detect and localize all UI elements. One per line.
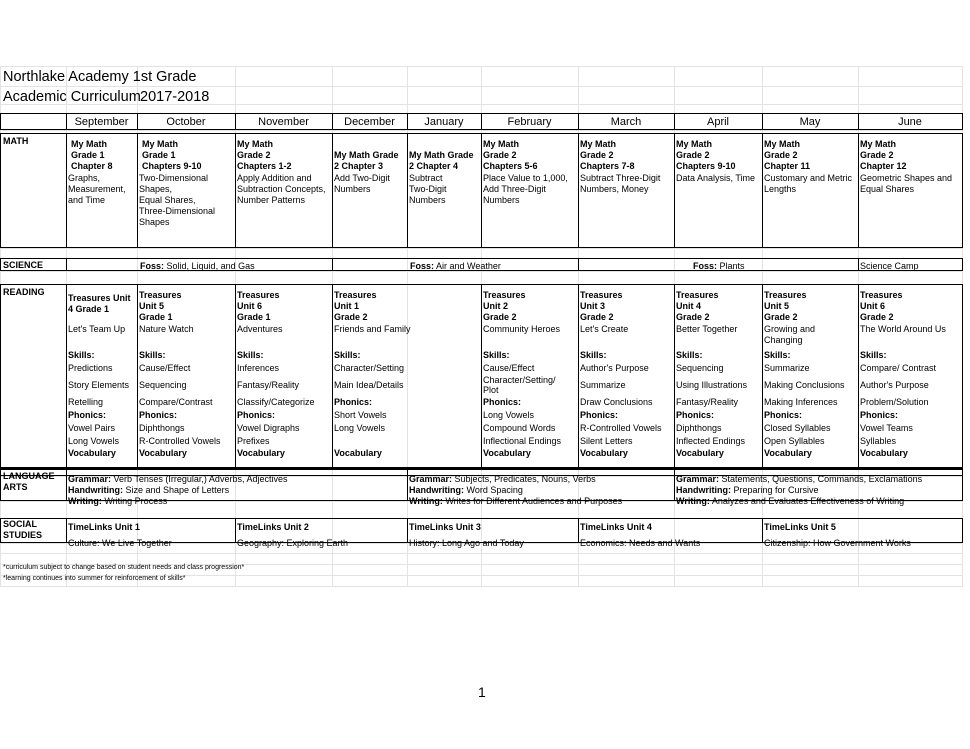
handwriting-line: Handwriting: Word Spacing	[409, 485, 523, 495]
vocabulary-label: Vocabulary	[68, 448, 116, 458]
skills-label: Skills:	[860, 350, 887, 360]
skills-label: Skills:	[483, 350, 510, 360]
science-camp: Science Camp	[860, 261, 919, 271]
column-border	[332, 284, 333, 468]
math-header-line: Chapter 12	[860, 161, 907, 171]
reading-header-line: Grade 2	[764, 312, 798, 322]
phonics-1: Long Vowels	[483, 410, 535, 420]
month-november: November	[258, 116, 309, 128]
reading-theme: Let's Team Up	[68, 324, 126, 334]
reading-header-line: Grade 2	[676, 312, 710, 322]
grid-hline	[0, 130, 963, 131]
column-border	[407, 518, 408, 543]
footnote-1: *curriculum subject to change based on student needs and class progression*	[3, 564, 245, 571]
column-border	[235, 518, 236, 543]
writing-line: Writing: Analyzes and Evaluates Effectiveness of Writing	[676, 496, 905, 506]
reading-header-line: Grade 2	[334, 312, 368, 322]
math-header-line: My Math	[142, 139, 178, 149]
phonics-1: Diphthongs	[676, 423, 722, 433]
handwriting-line: Handwriting: Preparing for Cursive	[676, 485, 819, 495]
skill-3: Fantasy/Reality	[676, 397, 739, 407]
skill-3: Draw Conclusions	[580, 397, 653, 407]
math-header-line: Chapters 9-10	[676, 161, 736, 171]
phonics-label: Phonics:	[68, 410, 107, 420]
column-border	[66, 518, 67, 543]
vocabulary-label: Vocabulary	[860, 448, 908, 458]
phonics-1: R-Controlled Vowels	[580, 423, 662, 433]
science-unit-3: Foss: Plants	[693, 261, 745, 271]
column-border	[407, 468, 408, 501]
column-border	[137, 133, 138, 248]
reading-header-line: Grade 1	[237, 312, 271, 322]
math-header-line: My Math Grade	[409, 150, 474, 160]
math-header-line: Grade 2	[483, 150, 517, 160]
column-border	[481, 133, 482, 248]
math-topic-line: Place Value to 1,000,	[483, 173, 568, 183]
math-header-line: Chapter 11	[764, 161, 811, 171]
math-topic-line: Equal Shares	[860, 184, 915, 194]
skill-2: Fantasy/Reality	[237, 380, 300, 390]
phonics-2: Syllables	[860, 436, 897, 446]
reading-header-line: Treasures	[580, 290, 623, 300]
phonics-1: Vowel Digraphs	[237, 423, 300, 433]
math-topic-line: Two-Dimensional	[139, 173, 209, 183]
reading-header-line: Unit 6	[237, 301, 263, 311]
column-border	[674, 468, 675, 501]
skills-label: Skills:	[334, 350, 361, 360]
timelinks-unit-topic: Geography: Exploring Earth	[237, 538, 349, 548]
math-topic-line: Shapes	[139, 217, 170, 227]
phonics-1: Vowel Pairs	[68, 423, 116, 433]
phonics-2: R-Controlled Vowels	[139, 436, 221, 446]
math-topic-line: Geometric Shapes and	[860, 173, 953, 183]
phonics-1: Short Vowels	[334, 410, 387, 420]
grid-hline	[0, 586, 963, 587]
math-header-line: Grade 2	[764, 150, 798, 160]
social-studies-label-2: STUDIES	[3, 530, 43, 540]
footnote-2: *learning continues into summer for reinforcement of skills*	[3, 575, 186, 582]
math-topic-line: Subtraction Concepts,	[237, 184, 326, 194]
column-border	[332, 133, 333, 248]
column-border	[66, 284, 67, 468]
phonics-3: Inflectional Endings	[483, 436, 562, 446]
math-header-line: Chapters 1-2	[237, 161, 292, 171]
math-topic-line: Numbers	[409, 195, 446, 205]
reading-theme: Changing	[764, 335, 803, 345]
reading-label: READING	[3, 287, 45, 297]
reading-header-line: Unit 5	[764, 301, 790, 311]
math-topic-line: Customary and Metric	[764, 173, 853, 183]
timelinks-unit-title: TimeLinks Unit 4	[580, 522, 652, 532]
math-header-line: My Math	[71, 139, 107, 149]
reading-theme: Let's Create	[580, 324, 629, 334]
phonics-label: Phonics:	[237, 410, 276, 420]
phonics-1: Diphthongs	[139, 423, 185, 433]
skill-3: Making Inferences	[764, 397, 838, 407]
month-january: January	[424, 116, 464, 128]
phonics-1: Closed Syllables	[764, 423, 831, 433]
page-number: 1	[478, 684, 486, 700]
skill-3: Problem/Solution	[860, 397, 929, 407]
math-header-line: Chapters 9-10	[142, 161, 202, 171]
math-topic-line: and Time	[68, 195, 106, 205]
timelinks-unit-title: TimeLinks Unit 5	[764, 522, 836, 532]
reading-header-line: Unit 5	[139, 301, 165, 311]
reading-theme: Growing and	[764, 324, 816, 334]
column-border	[578, 284, 579, 468]
reading-header-line: Treasures	[483, 290, 526, 300]
reading-header-line: Unit 1	[334, 301, 360, 311]
timelinks-unit-topic: History: Long Ago and Today	[409, 538, 524, 548]
grid-hline	[0, 248, 963, 249]
math-topic-line: Apply Addition and	[237, 173, 312, 183]
column-border	[762, 284, 763, 468]
math-topic-line: Add Two-Digit	[334, 173, 390, 183]
skill-1: Cause/Effect	[483, 363, 535, 373]
phonics-label: Phonics:	[764, 410, 803, 420]
skill-1: Summarize	[764, 363, 810, 373]
column-border	[578, 133, 579, 248]
language-arts-label-1: LANGUAGE	[3, 471, 55, 481]
vocabulary-label: Vocabulary	[764, 448, 812, 458]
vocabulary-label: Vocabulary	[139, 448, 187, 458]
phonics-2: Prefixes	[237, 436, 270, 446]
column-border	[407, 133, 408, 248]
reading-header-line: Treasures	[676, 290, 719, 300]
column-border	[66, 468, 67, 501]
grammar-line: Grammar: Statements, Questions, Commands, Exclamations	[676, 474, 923, 484]
vocabulary-label: Vocabulary	[580, 448, 628, 458]
math-header-line: My Math Grade	[334, 150, 399, 160]
math-topic-line: Numbers	[483, 195, 520, 205]
skill-2: Making Conclusions	[764, 380, 845, 390]
month-february: February	[507, 116, 552, 128]
math-header-line: Chapter 8	[71, 161, 113, 171]
phonics-2: Long Vowels	[68, 436, 120, 446]
month-december: December	[344, 116, 395, 128]
column-border	[674, 133, 675, 248]
column-border	[66, 258, 67, 271]
skill-2: Summarize	[580, 380, 626, 390]
math-header-line: My Math	[237, 139, 273, 149]
skill-1: Predictions	[68, 363, 113, 373]
column-border	[332, 258, 333, 271]
reading-theme: Adventures	[237, 324, 283, 334]
math-header-line: Chapters 7-8	[580, 161, 635, 171]
reading-theme: Community Heroes	[483, 324, 561, 334]
science-unit-1: Foss: Solid, Liquid, and Gas	[140, 261, 255, 271]
month-april: April	[706, 116, 729, 128]
column-border	[578, 258, 579, 271]
phonics-2: Inflected Endings	[676, 436, 746, 446]
timelinks-unit-title: TimeLinks Unit 1	[68, 522, 140, 532]
reading-header-line: Treasures Unit	[68, 293, 131, 303]
grammar-line: Grammar: Subjects, Predicates, Nouns, Verbs	[409, 474, 596, 484]
skill-1: Character/Setting	[334, 363, 405, 373]
column-border	[674, 284, 675, 468]
column-border	[762, 133, 763, 248]
phonics-2: Long Vowels	[334, 423, 386, 433]
math-header-line: My Math	[764, 139, 800, 149]
grid-hline	[0, 86, 963, 87]
math-topic-line: Graphs,	[68, 173, 101, 183]
grammar-line: Grammar: Verb Tenses (Irregular,) Adverbs, Adjectives	[68, 474, 288, 484]
math-topic-line: Measurement,	[68, 184, 126, 194]
reading-header-line: Unit 6	[860, 301, 886, 311]
math-topic-line: Equal Shares,	[139, 195, 196, 205]
column-border	[858, 258, 859, 271]
reading-header-line: Treasures	[860, 290, 903, 300]
column-border	[578, 518, 579, 543]
language-arts-label-2: ARTS	[3, 482, 28, 492]
vocabulary-label: Vocabulary	[334, 448, 382, 458]
math-topic-line: Data Analysis, Time	[676, 173, 756, 183]
reading-header-line: 4 Grade 1	[68, 304, 110, 314]
writing-line: Writing: Writing Process	[68, 496, 168, 506]
skills-label: Skills:	[139, 350, 166, 360]
month-june: June	[898, 116, 922, 128]
math-header-line: 2 Chapter 4	[409, 161, 459, 171]
vocabulary-label: Vocabulary	[237, 448, 285, 458]
timelinks-unit-topic: Economics: Needs and Wants	[580, 538, 701, 548]
math-header-line: Grade 2	[237, 150, 271, 160]
math-header-line: My Math	[676, 139, 712, 149]
social-studies-label-1: SOCIAL	[3, 519, 38, 529]
reading-header-line: Unit 4	[676, 301, 702, 311]
skill-3: Classify/Categorize	[237, 397, 315, 407]
grid-hline	[0, 66, 963, 67]
timelinks-unit-topic: Citizenship: How Government Works	[764, 538, 911, 548]
math-topic-line: Lengths	[764, 184, 797, 194]
timelinks-unit-title: TimeLinks Unit 3	[409, 522, 481, 532]
grid-hline	[0, 553, 963, 554]
vocabulary-label: Vocabulary	[483, 448, 531, 458]
math-header-line: Grade 1	[142, 150, 176, 160]
skill-2: Character/Setting/	[483, 375, 556, 385]
reading-header-line: Treasures	[237, 290, 280, 300]
skills-label: Skills:	[764, 350, 791, 360]
math-topic-line: Three-Dimensional	[139, 206, 216, 216]
curriculum-sheet	[0, 66, 963, 586]
math-header-line: My Math	[860, 139, 896, 149]
school-year: 2017-2018	[140, 89, 210, 105]
skill-2: Using Illustrations	[676, 380, 748, 390]
science-unit-2: Foss: Air and Weather	[410, 261, 501, 271]
reading-header-line: Treasures	[764, 290, 807, 300]
math-topic-line: Subtract Three-Digit	[580, 173, 661, 183]
month-september: September	[74, 116, 129, 128]
reading-header-line: Grade 2	[860, 312, 894, 322]
timelinks-unit-title: TimeLinks Unit 2	[237, 522, 309, 532]
skills-label: Skills:	[580, 350, 607, 360]
math-topic-line: Numbers	[334, 184, 371, 194]
math-topic-line: Add Three-Digit	[483, 184, 546, 194]
skill-3: Retelling	[68, 397, 104, 407]
column-border	[66, 133, 67, 248]
math-topic-line: Numbers, Money	[580, 184, 649, 194]
skill-2: Author's Purpose	[860, 380, 929, 390]
phonics-label: Phonics:	[676, 410, 715, 420]
math-topic-line: Subtract	[409, 173, 443, 183]
math-header-line: Grade 1	[71, 150, 105, 160]
phonics-label: Phonics:	[483, 397, 522, 407]
column-border	[481, 284, 482, 468]
column-border	[858, 133, 859, 248]
skills-label: Skills:	[676, 350, 703, 360]
phonics-label: Phonics:	[334, 397, 373, 407]
skill-2: Plot	[483, 385, 499, 395]
reading-theme: Better Together	[676, 324, 738, 334]
math-header-line: Grade 2	[580, 150, 614, 160]
skills-label: Skills:	[68, 350, 95, 360]
math-header-line: Chapters 5-6	[483, 161, 538, 171]
sheet-subtitle: Academic Curriculum	[3, 89, 141, 105]
reading-header-line: Grade 1	[139, 312, 173, 322]
timelinks-unit-topic: Culture: We Live Together	[68, 538, 172, 548]
skill-2: Story Elements	[68, 380, 130, 390]
math-header-line: Grade 2	[860, 150, 894, 160]
phonics-label: Phonics:	[139, 410, 178, 420]
math-topic-line: Two-Digit	[409, 184, 447, 194]
phonics-2: Silent Letters	[580, 436, 633, 446]
skill-2: Sequencing	[139, 380, 187, 390]
column-border	[235, 284, 236, 468]
reading-header-line: Grade 2	[580, 312, 614, 322]
month-may: May	[799, 116, 821, 128]
column-border	[762, 518, 763, 543]
science-label: SCIENCE	[3, 260, 44, 270]
month-march: March	[610, 116, 642, 128]
skill-1: Compare/ Contrast	[860, 363, 937, 373]
math-topic-line: Number Patterns	[237, 195, 306, 205]
skill-3: Compare/Contrast	[139, 397, 213, 407]
skill-1: Cause/Effect	[139, 363, 191, 373]
phonics-2: Compound Words	[483, 423, 556, 433]
skill-1: Author's Purpose	[580, 363, 649, 373]
reading-theme: The World Around Us	[860, 324, 946, 334]
reading-header-line: Grade 2	[483, 312, 517, 322]
reading-header-line: Unit 3	[580, 301, 606, 311]
math-header-line: Grade 2	[676, 150, 710, 160]
phonics-2: Open Syllables	[764, 436, 825, 446]
skill-1: Sequencing	[676, 363, 724, 373]
math-topic-line: Shapes,	[139, 184, 173, 194]
reading-header-line: Unit 2	[483, 301, 509, 311]
column-border	[235, 133, 236, 248]
phonics-label: Phonics:	[860, 410, 899, 420]
vocabulary-label: Vocabulary	[676, 448, 724, 458]
math-header-line: 2 Chapter 3	[334, 161, 384, 171]
reading-theme: Nature Watch	[139, 324, 194, 334]
math-header-line: My Math	[580, 139, 616, 149]
column-border	[137, 284, 138, 468]
phonics-label: Phonics:	[580, 410, 619, 420]
column-border	[858, 284, 859, 468]
reading-header-line: Treasures	[139, 290, 182, 300]
skill-1: Inferences	[237, 363, 280, 373]
phonics-1: Vowel Teams	[860, 423, 913, 433]
reading-theme: Friends and Family	[334, 324, 411, 334]
skill-2: Main Idea/Details	[334, 380, 404, 390]
handwriting-line: Handwriting: Size and Shape of Letters	[68, 485, 230, 495]
writing-line: Writing: Writes for Different Audiences and Purposes	[409, 496, 623, 506]
month-october: October	[166, 116, 206, 128]
math-label: MATH	[3, 136, 29, 146]
sheet-title: Northlake Academy 1st Grade	[3, 69, 197, 85]
reading-header-line: Treasures	[334, 290, 377, 300]
skills-label: Skills:	[237, 350, 264, 360]
math-header-line: My Math	[483, 139, 519, 149]
